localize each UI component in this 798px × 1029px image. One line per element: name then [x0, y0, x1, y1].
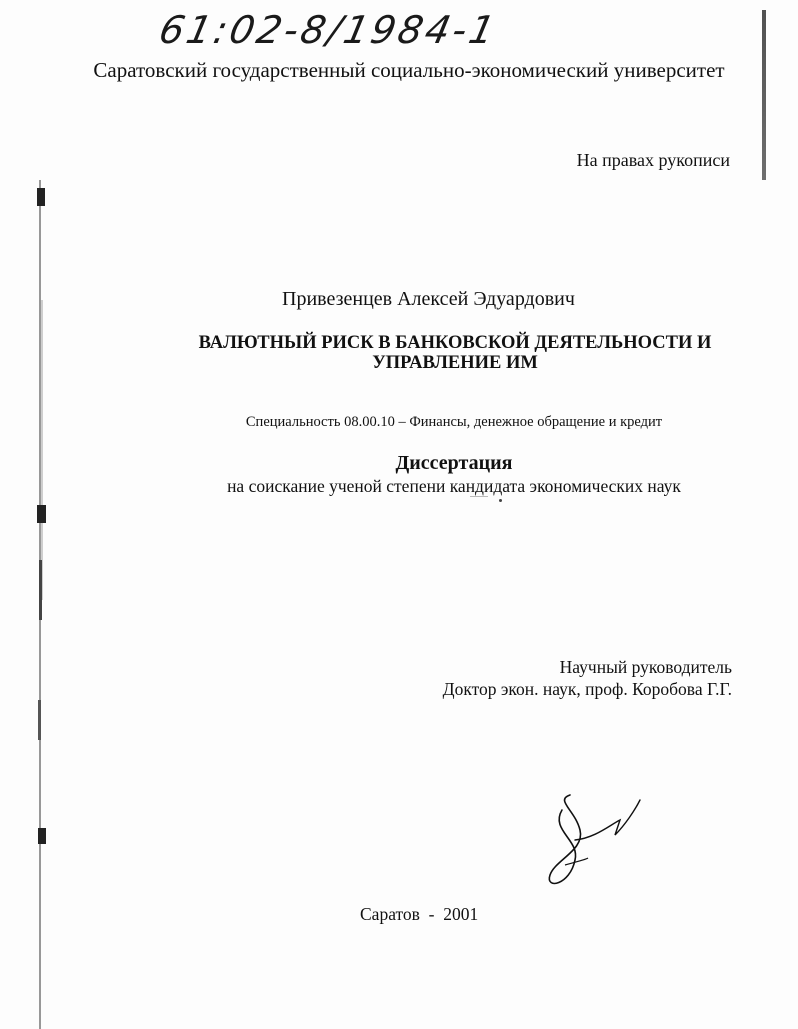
degree-purpose-line: на соискание ученой степени кандидата экономических наук: [227, 476, 681, 496]
work-type-heading: Диссертация: [395, 452, 513, 474]
specialty-line: Специальность 08.00.10 – Финансы, денежное обращение и кредит: [245, 414, 663, 430]
archive-code-handwritten: 61:02-8/1984-1: [155, 8, 502, 52]
manuscript-rights-note: На правах рукописи: [576, 150, 730, 170]
scan-edge-mark: [762, 10, 766, 180]
city-year: Саратов - 2001: [360, 904, 479, 924]
scan-dot: [499, 499, 502, 502]
scan-binding-edge: [36, 180, 46, 1029]
author-name: Привезенцев Алексей Эдуардович: [282, 288, 575, 310]
supervisor-name: Доктор экон. наук, проф. Коробова Г.Г.: [442, 679, 732, 699]
title-line-1: ВАЛЮТНЫЙ РИСК В БАНКОВСКОЙ ДЕЯТЕЛЬНОСТИ И: [198, 333, 712, 353]
university-name: Саратовский государственный социально-экономический университет: [93, 58, 725, 82]
dissertation-title: [160, 333, 750, 373]
scan-artifact: [470, 496, 488, 497]
supervisor-block: [443, 656, 732, 700]
signature-icon: [540, 790, 650, 900]
title-line-2: УПРАВЛЕНИЕ ИМ: [372, 353, 538, 373]
supervisor-label: Научный руководитель: [559, 657, 732, 677]
